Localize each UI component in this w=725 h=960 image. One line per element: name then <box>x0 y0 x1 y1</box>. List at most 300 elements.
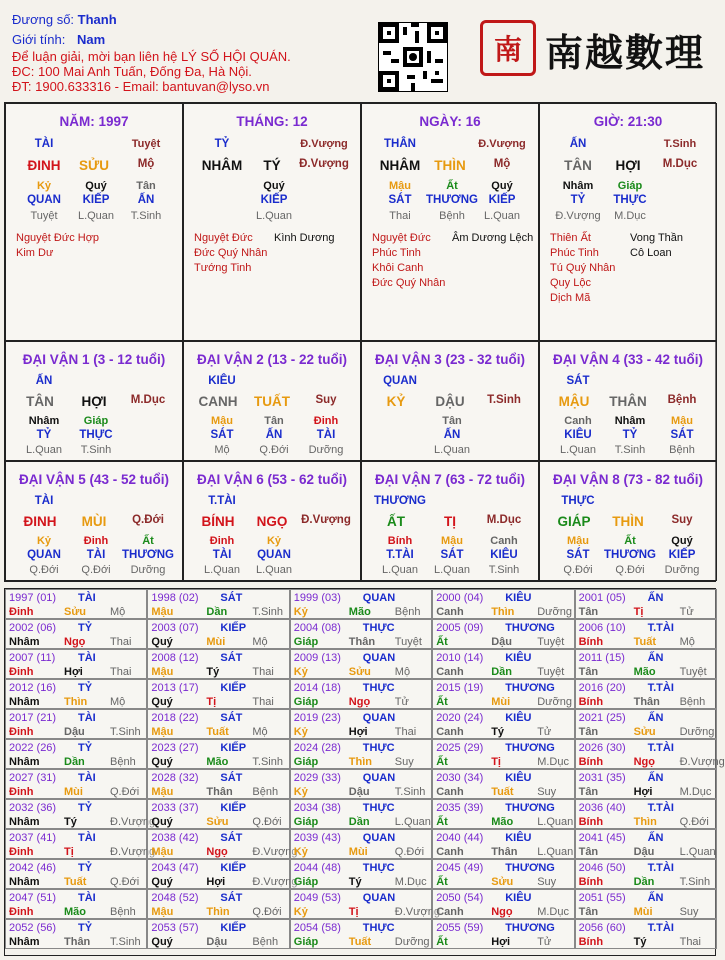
dai-van-box[interactable] <box>5 461 183 581</box>
year-stem: Tân <box>578 726 599 738</box>
year-god: THƯƠNG <box>505 682 555 694</box>
dai-van-god: ẤN <box>35 375 53 387</box>
year-god: TỶ <box>78 922 93 934</box>
year-god: THỰC <box>362 862 395 874</box>
year-branch: Sửu <box>491 876 514 888</box>
year-cell[interactable] <box>290 649 432 679</box>
year-cell[interactable] <box>575 799 717 829</box>
year-state: T.Sinh <box>110 726 141 738</box>
year-stem: Quý <box>151 636 173 648</box>
year-label: 2005 (09) <box>436 622 484 634</box>
dai-van-box[interactable] <box>183 461 361 581</box>
year-state: Bệnh <box>679 696 706 708</box>
dv-hidden-state: Dưỡng <box>664 564 700 576</box>
dv-hidden-god: QUAN <box>257 549 291 561</box>
year-state: Tử <box>394 696 409 708</box>
dai-van-title: ĐẠI VẬN 1 (3 - 12 tuổi) <box>22 352 166 367</box>
year-god: SÁT <box>220 892 243 904</box>
year-state: Thai <box>394 726 417 738</box>
year-label: 2030 (34) <box>436 772 484 784</box>
qr-code-icon[interactable] <box>378 22 448 92</box>
dai-van-box[interactable] <box>539 341 717 461</box>
year-cell[interactable] <box>147 799 289 829</box>
year-cell[interactable] <box>432 739 574 769</box>
year-stem: Nhâm <box>9 696 40 708</box>
year-branch: Dậu <box>633 846 655 858</box>
year-god: KIÊU <box>505 772 532 784</box>
year-state: T.Sinh <box>252 606 283 618</box>
dai-van-state: Suy <box>671 514 693 526</box>
year-state: Mộ <box>252 636 268 648</box>
dai-van-state: Đ.Vượng <box>301 514 351 526</box>
year-stem: Kỷ <box>293 846 308 858</box>
dv-hidden-god: KIẾP <box>668 549 696 561</box>
year-state: L.Quan <box>394 816 431 828</box>
year-god: SÁT <box>220 832 243 844</box>
year-stem: Nhâm <box>9 936 40 948</box>
dai-van-box[interactable] <box>361 461 539 581</box>
year-label: 2009 (13) <box>293 652 341 664</box>
year-branch: Hợi <box>348 726 368 738</box>
year-stem: Tân <box>578 606 599 618</box>
contact-line-3[interactable]: ĐT: 1900.633316 - Email: bantuvan@lyso.vn <box>12 79 270 94</box>
year-stem: Đinh <box>9 666 34 678</box>
year-label: 2036 (40) <box>578 802 626 814</box>
dv-hidden-state: Q.Đới <box>29 564 59 576</box>
pillar-box <box>361 103 539 341</box>
year-cell[interactable] <box>5 589 147 619</box>
year-cell[interactable] <box>575 889 717 919</box>
year-stem: Mậu <box>151 906 174 918</box>
year-state: Bệnh <box>110 756 136 768</box>
pillar-title: NGÀY: 16 <box>419 114 481 129</box>
year-branch: Tuất <box>633 636 656 648</box>
year-cell[interactable] <box>432 589 574 619</box>
year-branch: Tuất <box>206 726 229 738</box>
year-cell[interactable] <box>432 859 574 889</box>
dai-van-state: M.Dục <box>130 394 166 406</box>
year-cell[interactable] <box>432 709 574 739</box>
year-cell[interactable] <box>575 829 717 859</box>
year-branch: Sửu <box>348 666 371 678</box>
year-cell[interactable] <box>5 649 147 679</box>
year-stem: Quý <box>151 876 173 888</box>
star-left: Tướng Tinh <box>194 262 252 274</box>
year-god: TỶ <box>78 682 93 694</box>
year-state: Bệnh <box>110 906 136 918</box>
dv-hidden-god: KIÊU <box>490 549 518 561</box>
year-cell[interactable] <box>5 679 147 709</box>
pillar-god: THÂN <box>384 138 416 150</box>
year-branch: Thìn <box>64 696 88 708</box>
dai-van-god: SÁT <box>566 375 590 387</box>
pillar-god: ẤN <box>569 138 587 150</box>
year-cell[interactable] <box>147 829 298 859</box>
year-branch: Dậu <box>348 786 370 798</box>
year-cell[interactable] <box>575 589 717 619</box>
hidden-stem: Quý <box>263 180 285 192</box>
year-branch: Dậu <box>64 726 85 738</box>
dv-hidden-god: THỰC <box>79 429 113 441</box>
pillar-god-state: Đ.Vượng <box>478 138 526 150</box>
dv-hidden-god: QUAN <box>27 549 61 561</box>
dv-hidden-state: L.Quan <box>255 564 293 576</box>
year-state: Đ.Vượng <box>252 846 298 858</box>
year-cell[interactable] <box>432 829 574 859</box>
year-cell[interactable] <box>5 829 156 859</box>
year-cell[interactable] <box>147 679 289 709</box>
year-cell[interactable] <box>290 679 432 709</box>
year-stem: Giáp <box>293 816 319 828</box>
hidden-stem: Tân <box>136 180 156 192</box>
year-cell[interactable] <box>5 769 147 799</box>
year-label: 2007 (11) <box>9 652 56 664</box>
year-god: THỰC <box>362 622 395 634</box>
dai-van-box[interactable] <box>183 341 361 461</box>
year-stem: Giáp <box>293 756 319 768</box>
pillar-stem: ĐINH <box>27 158 61 173</box>
dai-van-state: Q.Đới <box>132 514 164 526</box>
year-cell[interactable] <box>432 919 574 949</box>
year-cell[interactable] <box>432 769 574 799</box>
year-cell[interactable] <box>5 799 156 829</box>
year-branch: Tý <box>206 666 220 678</box>
dai-van-state: T.Sinh <box>487 394 521 406</box>
year-cell[interactable] <box>290 709 432 739</box>
year-cell[interactable] <box>147 709 289 739</box>
year-state: Mộ <box>679 636 695 648</box>
year-cell[interactable] <box>147 649 289 679</box>
year-state: T.Sinh <box>394 786 426 798</box>
year-state: Q.Đới <box>252 906 282 918</box>
year-cell[interactable] <box>290 859 432 889</box>
year-state: T.Sinh <box>252 756 283 768</box>
year-state: Thai <box>252 696 274 708</box>
dai-van-god: TÀI <box>34 495 54 507</box>
year-state: M.Dục <box>394 876 427 888</box>
year-cell[interactable] <box>432 889 574 919</box>
year-branch: Hợi <box>206 876 226 888</box>
year-state: Thai <box>679 936 701 948</box>
year-cell[interactable] <box>432 619 574 649</box>
gender-label: Giới tính: <box>12 32 66 47</box>
dv-hidden-stem: Nhâm <box>28 415 60 427</box>
dv-hidden-god: SÁT <box>440 549 464 561</box>
dai-van-title: ĐẠI VẬN 8 (73 - 82 tuổi) <box>552 472 704 487</box>
dai-van-stem: MẬU <box>558 394 590 409</box>
dv-hidden-stem: Mậu <box>671 415 693 427</box>
year-branch: Ngọ <box>206 846 228 858</box>
pillar-box <box>5 103 183 341</box>
year-stem: Bính <box>578 876 604 888</box>
year-cell[interactable] <box>575 769 717 799</box>
year-god: QUAN <box>362 592 396 604</box>
year-branch: Dần <box>348 816 370 828</box>
year-label: 2019 (23) <box>293 712 341 724</box>
dai-van-title: ĐẠI VẬN 5 (43 - 52 tuổi) <box>18 472 170 487</box>
year-cell[interactable] <box>290 799 432 829</box>
year-cell[interactable] <box>147 769 289 799</box>
year-cell[interactable] <box>5 709 147 739</box>
year-branch: Ngọ <box>491 906 513 918</box>
year-branch: Mùi <box>206 636 226 648</box>
year-state: Đ.Vượng <box>252 876 298 888</box>
year-stem: Quý <box>151 816 173 828</box>
year-stem: Canh <box>436 726 464 738</box>
year-branch: Dậu <box>491 636 512 648</box>
year-state: Bệnh <box>394 606 421 618</box>
year-state: Đ.Vượng <box>110 846 156 858</box>
dai-van-god: THƯƠNG <box>374 495 426 507</box>
year-cell[interactable] <box>290 619 432 649</box>
year-label: 2013 (17) <box>151 682 199 694</box>
year-label: 2025 (29) <box>436 742 484 754</box>
year-god: ẤN <box>647 892 664 904</box>
year-cell[interactable] <box>290 739 432 769</box>
year-god: THƯƠNG <box>505 922 555 934</box>
dai-van-branch: THÂN <box>609 394 647 409</box>
year-branch: Thân <box>348 636 376 648</box>
year-branch: Tý <box>348 876 362 888</box>
year-god: KIẾP <box>220 922 247 934</box>
year-label: 2016 (20) <box>578 682 626 694</box>
hidden-stem: Mậu <box>389 180 411 192</box>
year-cell[interactable] <box>575 679 717 709</box>
year-label: 2035 (39) <box>436 802 484 814</box>
pillar-god: TỶ <box>214 138 230 150</box>
year-god: TÀI <box>78 832 96 844</box>
hidden-stem: Quý <box>85 180 107 192</box>
year-state: Mộ <box>110 696 126 708</box>
dv-hidden-state: L.Quan <box>559 444 597 456</box>
hidden-god: THƯƠNG <box>426 194 478 206</box>
year-label: 2012 (16) <box>9 682 57 694</box>
hidden-state: Bệnh <box>439 210 465 222</box>
year-label: 2003 (07) <box>151 622 199 634</box>
year-cell[interactable] <box>5 889 147 919</box>
year-cell[interactable] <box>432 799 574 829</box>
year-cell[interactable] <box>147 919 289 949</box>
year-state: Q.Đới <box>110 876 140 888</box>
year-stem: Quý <box>151 756 173 768</box>
year-stem: Đinh <box>9 846 34 858</box>
dai-van-branch: DẬU <box>435 394 465 409</box>
year-stem: Giáp <box>293 636 319 648</box>
year-state: Dưỡng <box>679 726 715 738</box>
year-branch: Dậu <box>206 936 228 948</box>
year-label: 2024 (28) <box>293 742 341 754</box>
year-cell[interactable] <box>147 589 289 619</box>
star-left: Phúc Tinh <box>372 247 421 259</box>
dai-van-box[interactable] <box>5 341 183 461</box>
year-branch: Thìn <box>491 606 515 618</box>
dv-hidden-state: L.Quan <box>25 444 63 456</box>
dai-van-stem: BÍNH <box>201 514 235 529</box>
year-god: THỰC <box>362 922 395 934</box>
pillar-title: NĂM: 1997 <box>59 114 129 129</box>
year-label: 2021 (25) <box>578 712 626 724</box>
year-stem: Ất <box>436 756 448 768</box>
pillar-god-state: T.Sinh <box>663 138 697 150</box>
year-cell[interactable] <box>290 589 432 619</box>
year-god: T.TÀI <box>647 802 674 814</box>
dv-hidden-god: THƯƠNG <box>604 549 656 561</box>
year-label: 2040 (44) <box>436 832 484 844</box>
year-stem: Bính <box>578 696 604 708</box>
year-cell[interactable] <box>575 739 725 769</box>
dai-van-title: ĐẠI VẬN 3 (23 - 32 tuổi) <box>374 352 526 367</box>
year-stem: Giáp <box>293 876 319 888</box>
year-god: QUAN <box>362 772 396 784</box>
year-stem: Kỷ <box>293 906 308 918</box>
year-state: Tuyệt <box>679 666 707 678</box>
dv-hidden-god: THƯƠNG <box>122 549 174 561</box>
dv-hidden-state: T.Sinh <box>614 444 646 456</box>
year-cell[interactable] <box>432 679 574 709</box>
year-branch: Dần <box>206 606 228 618</box>
year-cell[interactable] <box>290 769 432 799</box>
year-label: 2056 (60) <box>578 922 626 934</box>
dai-van-stem: ĐINH <box>23 514 57 529</box>
star-right: Vong Thần <box>630 232 684 244</box>
year-branch: Mùi <box>64 786 83 798</box>
dv-hidden-stem: Nhâm <box>614 415 646 427</box>
dv-hidden-stem: Giáp <box>83 415 109 427</box>
dai-van-box[interactable] <box>361 341 539 461</box>
dv-hidden-stem: Canh <box>490 535 518 547</box>
star-left: Nguyệt Đức <box>194 232 253 244</box>
year-cell[interactable] <box>147 739 289 769</box>
dai-van-stem: TÂN <box>26 394 54 409</box>
year-cell[interactable] <box>575 919 717 949</box>
year-god: ẤN <box>647 832 664 844</box>
year-state: Suy <box>537 786 557 798</box>
year-branch: Mùi <box>348 846 368 858</box>
year-label: 1999 (03) <box>293 592 341 604</box>
year-label: 2034 (38) <box>293 802 341 814</box>
year-god: T.TÀI <box>647 922 674 934</box>
star-right: Âm Dương Lệch <box>452 232 534 244</box>
hidden-stem: Kỷ <box>36 180 52 192</box>
year-state: Mộ <box>110 606 126 618</box>
dv-hidden-stem: Kỷ <box>266 535 282 547</box>
year-table <box>4 588 725 956</box>
year-state: Tử <box>679 606 694 618</box>
gender-value: Nam <box>76 32 106 47</box>
dai-van-title: ĐẠI VẬN 2 (13 - 22 tuổi) <box>196 352 348 367</box>
dv-hidden-stem: Đinh <box>313 415 339 427</box>
year-cell[interactable] <box>5 739 147 769</box>
year-state: Tử <box>537 726 552 738</box>
year-cell[interactable] <box>290 889 440 919</box>
year-label: 2014 (18) <box>293 682 341 694</box>
year-stem: Bính <box>578 756 604 768</box>
year-stem: Kỷ <box>293 726 308 738</box>
year-god: T.TÀI <box>647 682 674 694</box>
year-god: KIẾP <box>220 742 247 754</box>
year-label: 2028 (32) <box>151 772 199 784</box>
star-right: Kình Dương <box>274 232 335 244</box>
dai-van-branch: HỢI <box>81 394 107 409</box>
year-god: QUAN <box>362 832 396 844</box>
year-god: QUAN <box>362 652 396 664</box>
dv-hidden-stem: Đinh <box>209 535 235 547</box>
name-label: Đương số: <box>12 12 75 27</box>
year-branch: Tị <box>206 696 217 708</box>
year-label: 2050 (54) <box>436 892 484 904</box>
dv-hidden-god: SÁT <box>566 549 590 561</box>
contact-line-1: Để luận giải, mời bạn liên hệ LÝ SỐ HỘI QUÁN. <box>12 49 291 64</box>
year-god: THƯƠNG <box>505 742 555 754</box>
dv-hidden-stem: Đinh <box>83 535 109 547</box>
year-stem: Ất <box>436 696 448 708</box>
year-state: Q.Đới <box>110 786 140 798</box>
hidden-god: TỶ <box>570 194 586 206</box>
year-stem: Ất <box>436 816 448 828</box>
year-stem: Tân <box>578 666 599 678</box>
year-state: L.Quan <box>537 816 574 828</box>
year-label: 1998 (02) <box>151 592 199 604</box>
year-cell[interactable] <box>290 829 432 859</box>
year-cell[interactable] <box>575 649 717 679</box>
year-god: THƯƠNG <box>505 862 555 874</box>
year-stem: Canh <box>436 666 464 678</box>
year-branch: Mùi <box>633 906 653 918</box>
year-label: 2041 (45) <box>578 832 626 844</box>
year-state: Q.Đới <box>252 816 282 828</box>
hidden-state: Tuyệt <box>30 210 58 222</box>
year-branch: Mão <box>348 606 371 618</box>
year-god: KIÊU <box>505 712 532 724</box>
year-cell[interactable] <box>575 859 717 889</box>
year-stem: Canh <box>436 906 464 918</box>
year-cell[interactable] <box>575 619 717 649</box>
dv-hidden-state: Q.Đới <box>563 564 593 576</box>
dai-van-state: Bệnh <box>667 394 697 406</box>
year-state: Dưỡng <box>394 936 430 948</box>
year-state: Thai <box>110 666 132 678</box>
year-state: Suy <box>679 906 699 918</box>
name-value: Thanh <box>77 12 117 27</box>
year-cell[interactable] <box>432 649 574 679</box>
year-cell[interactable] <box>147 859 298 889</box>
year-cell[interactable] <box>5 919 147 949</box>
hidden-state: L.Quan <box>483 210 521 222</box>
dai-van-title: ĐẠI VẬN 6 (53 - 62 tuổi) <box>196 472 348 487</box>
year-label: 2001 (05) <box>578 592 626 604</box>
year-branch: Mùi <box>491 696 511 708</box>
year-label: 2027 (31) <box>9 772 57 784</box>
year-branch: Tị <box>491 756 501 768</box>
year-state: M.Dục <box>679 786 712 798</box>
year-cell[interactable] <box>290 919 432 949</box>
year-label: 2017 (21) <box>9 712 57 724</box>
year-god: TÀI <box>78 772 96 784</box>
hidden-god: KIẾP <box>82 194 110 206</box>
dai-van-branch: TỊ <box>444 514 456 529</box>
year-cell[interactable] <box>147 889 289 919</box>
year-cell[interactable] <box>5 619 147 649</box>
year-god: KIÊU <box>505 892 532 904</box>
star-left: Nguyệt Đức <box>372 232 431 244</box>
year-branch: Hợi <box>633 786 653 798</box>
year-cell[interactable] <box>5 859 147 889</box>
year-branch: Tị <box>348 906 359 918</box>
year-cell[interactable] <box>575 709 717 739</box>
year-cell[interactable] <box>147 619 289 649</box>
year-branch: Dần <box>491 666 512 678</box>
dai-van-box[interactable] <box>539 461 717 581</box>
